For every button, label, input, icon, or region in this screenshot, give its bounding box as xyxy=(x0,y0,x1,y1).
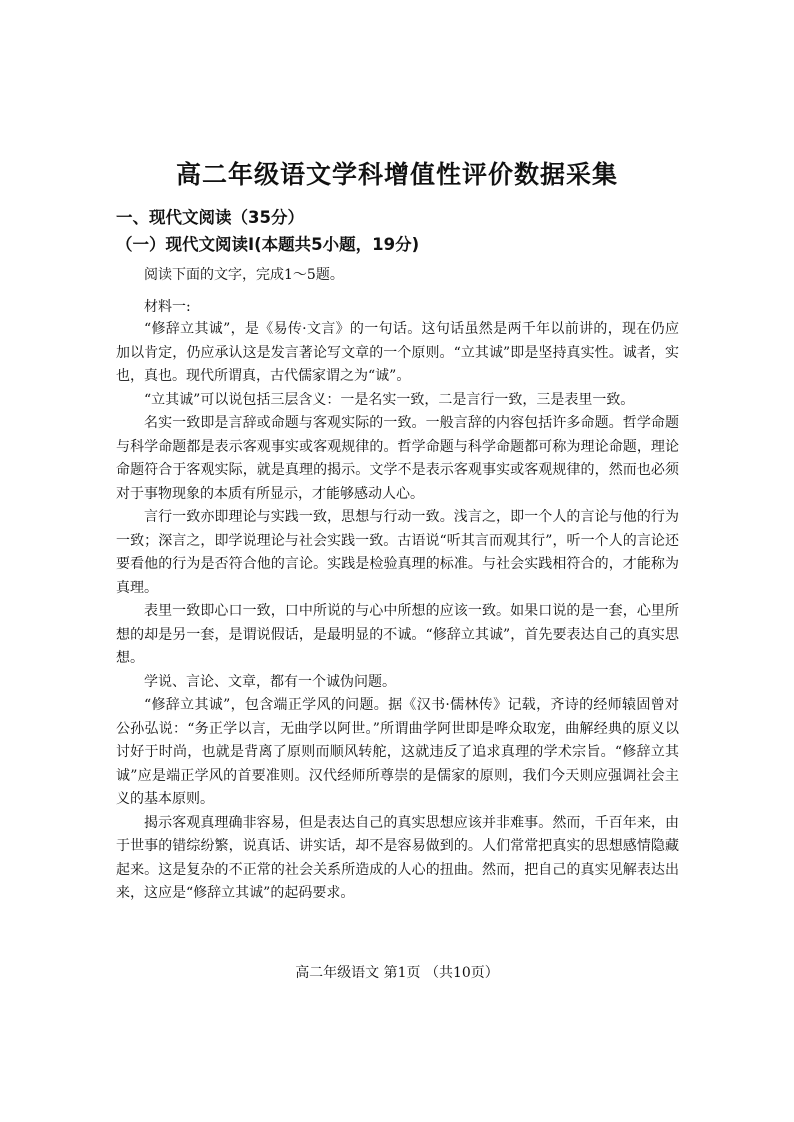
passage-paragraph: 学说、言论、文章，都有一个诚伪问题。 xyxy=(144,673,396,690)
passage-paragraph: 言行一致亦即理论与实践一致，思想与行动一致。浅言之，即一个人的言论与他的行为一致；深言之，即学说理论与社会实践一致。古语说“听其言而观其行”，听一个人的言论还要看他的行为是否符合他的言论。实践是检验真理的标准。与社会实践相符合的，才能称为真理。 xyxy=(116,509,679,596)
subsection-heading: （一）现代文阅读Ⅰ(本题共5小题，19分) xyxy=(116,235,420,254)
passage-paragraph: “修辞立其诚”，是《易传·文言》的一句话。这句话虽然是两千年以前讲的，现在仍应加以肯定，仍应承认这是发言著论写文章的一个原则。“立其诚”即是坚持真实性。诚者，实也，真也。现代所谓真，古代儒家谓之为“诚”。 xyxy=(116,321,679,384)
passage-paragraph: “修辞立其诚”，包含端正学风的问题。据《汉书·儒林传》记载，齐诗的经师辕固曾对公孙弘说：“务正学以言，无曲学以阿世。”所谓曲学阿世即是哗众取宠，曲解经典的原义以讨好于时尚，也就是背离了原则而顺风转舵，这就违反了追求真理的学术宗旨。“修辞立其诚”应是端正学风的首要准则。汉代经师所尊崇的是儒家的原则，我们今天则应强调社会主义的基本原则。 xyxy=(116,697,679,807)
page-title: 高二年级语文学科增值性评价数据采集 xyxy=(175,160,618,189)
passage-paragraph: 揭示客观真理确非容易，但是表达自己的真实思想应该并非难事。然而，千百年来，由于世事的错综纷繁，说真话、讲实话，却不是容易做到的。人们常常把真实的思想感情隐藏起来。这是复杂的不正常的社会关系所造成的人心的扭曲。然而，把自己的真实见解表达出来，这应是“修辞立其诚”的起码要求。 xyxy=(116,814,679,901)
passage xyxy=(116,318,679,906)
reading-instruction xyxy=(116,264,679,288)
page-footer: 高二年级语文 第1页 （共10页） xyxy=(295,965,499,981)
passage-paragraph: “立其诚”可以说包括三层含义：一是名实一致，二是言行一致，三是表里一致。 xyxy=(144,391,635,408)
material-label: 材料一: xyxy=(144,299,191,315)
material-label-block xyxy=(116,296,679,320)
passage-paragraph: 表里一致即心口一致，口中所说的与心中所想的应该一致。如果口说的是一套，心里所想的却是另一套，是谓说假话，是最明显的不诚。“修辞立其诚”，首先要表达自己的真实思想。 xyxy=(116,603,679,666)
section-heading: 一、现代文阅读（35分） xyxy=(116,208,304,227)
passage-paragraph: 名实一致即是言辞或命题与客观实际的一致。一般言辞的内容包括许多命题。哲学命题与科学命题都是表示客观事实或客观规律的。哲学命题与科学命题都可称为理论命题，理论命题符合于客观实际，就是真理的揭示。文学不是表示客观事实或客观规律的，然而也必须对于事物现象的本质有所显示，才能够感动人心。 xyxy=(116,415,679,502)
instruction-text: 阅读下面的文字，完成1～5题。 xyxy=(144,267,344,283)
